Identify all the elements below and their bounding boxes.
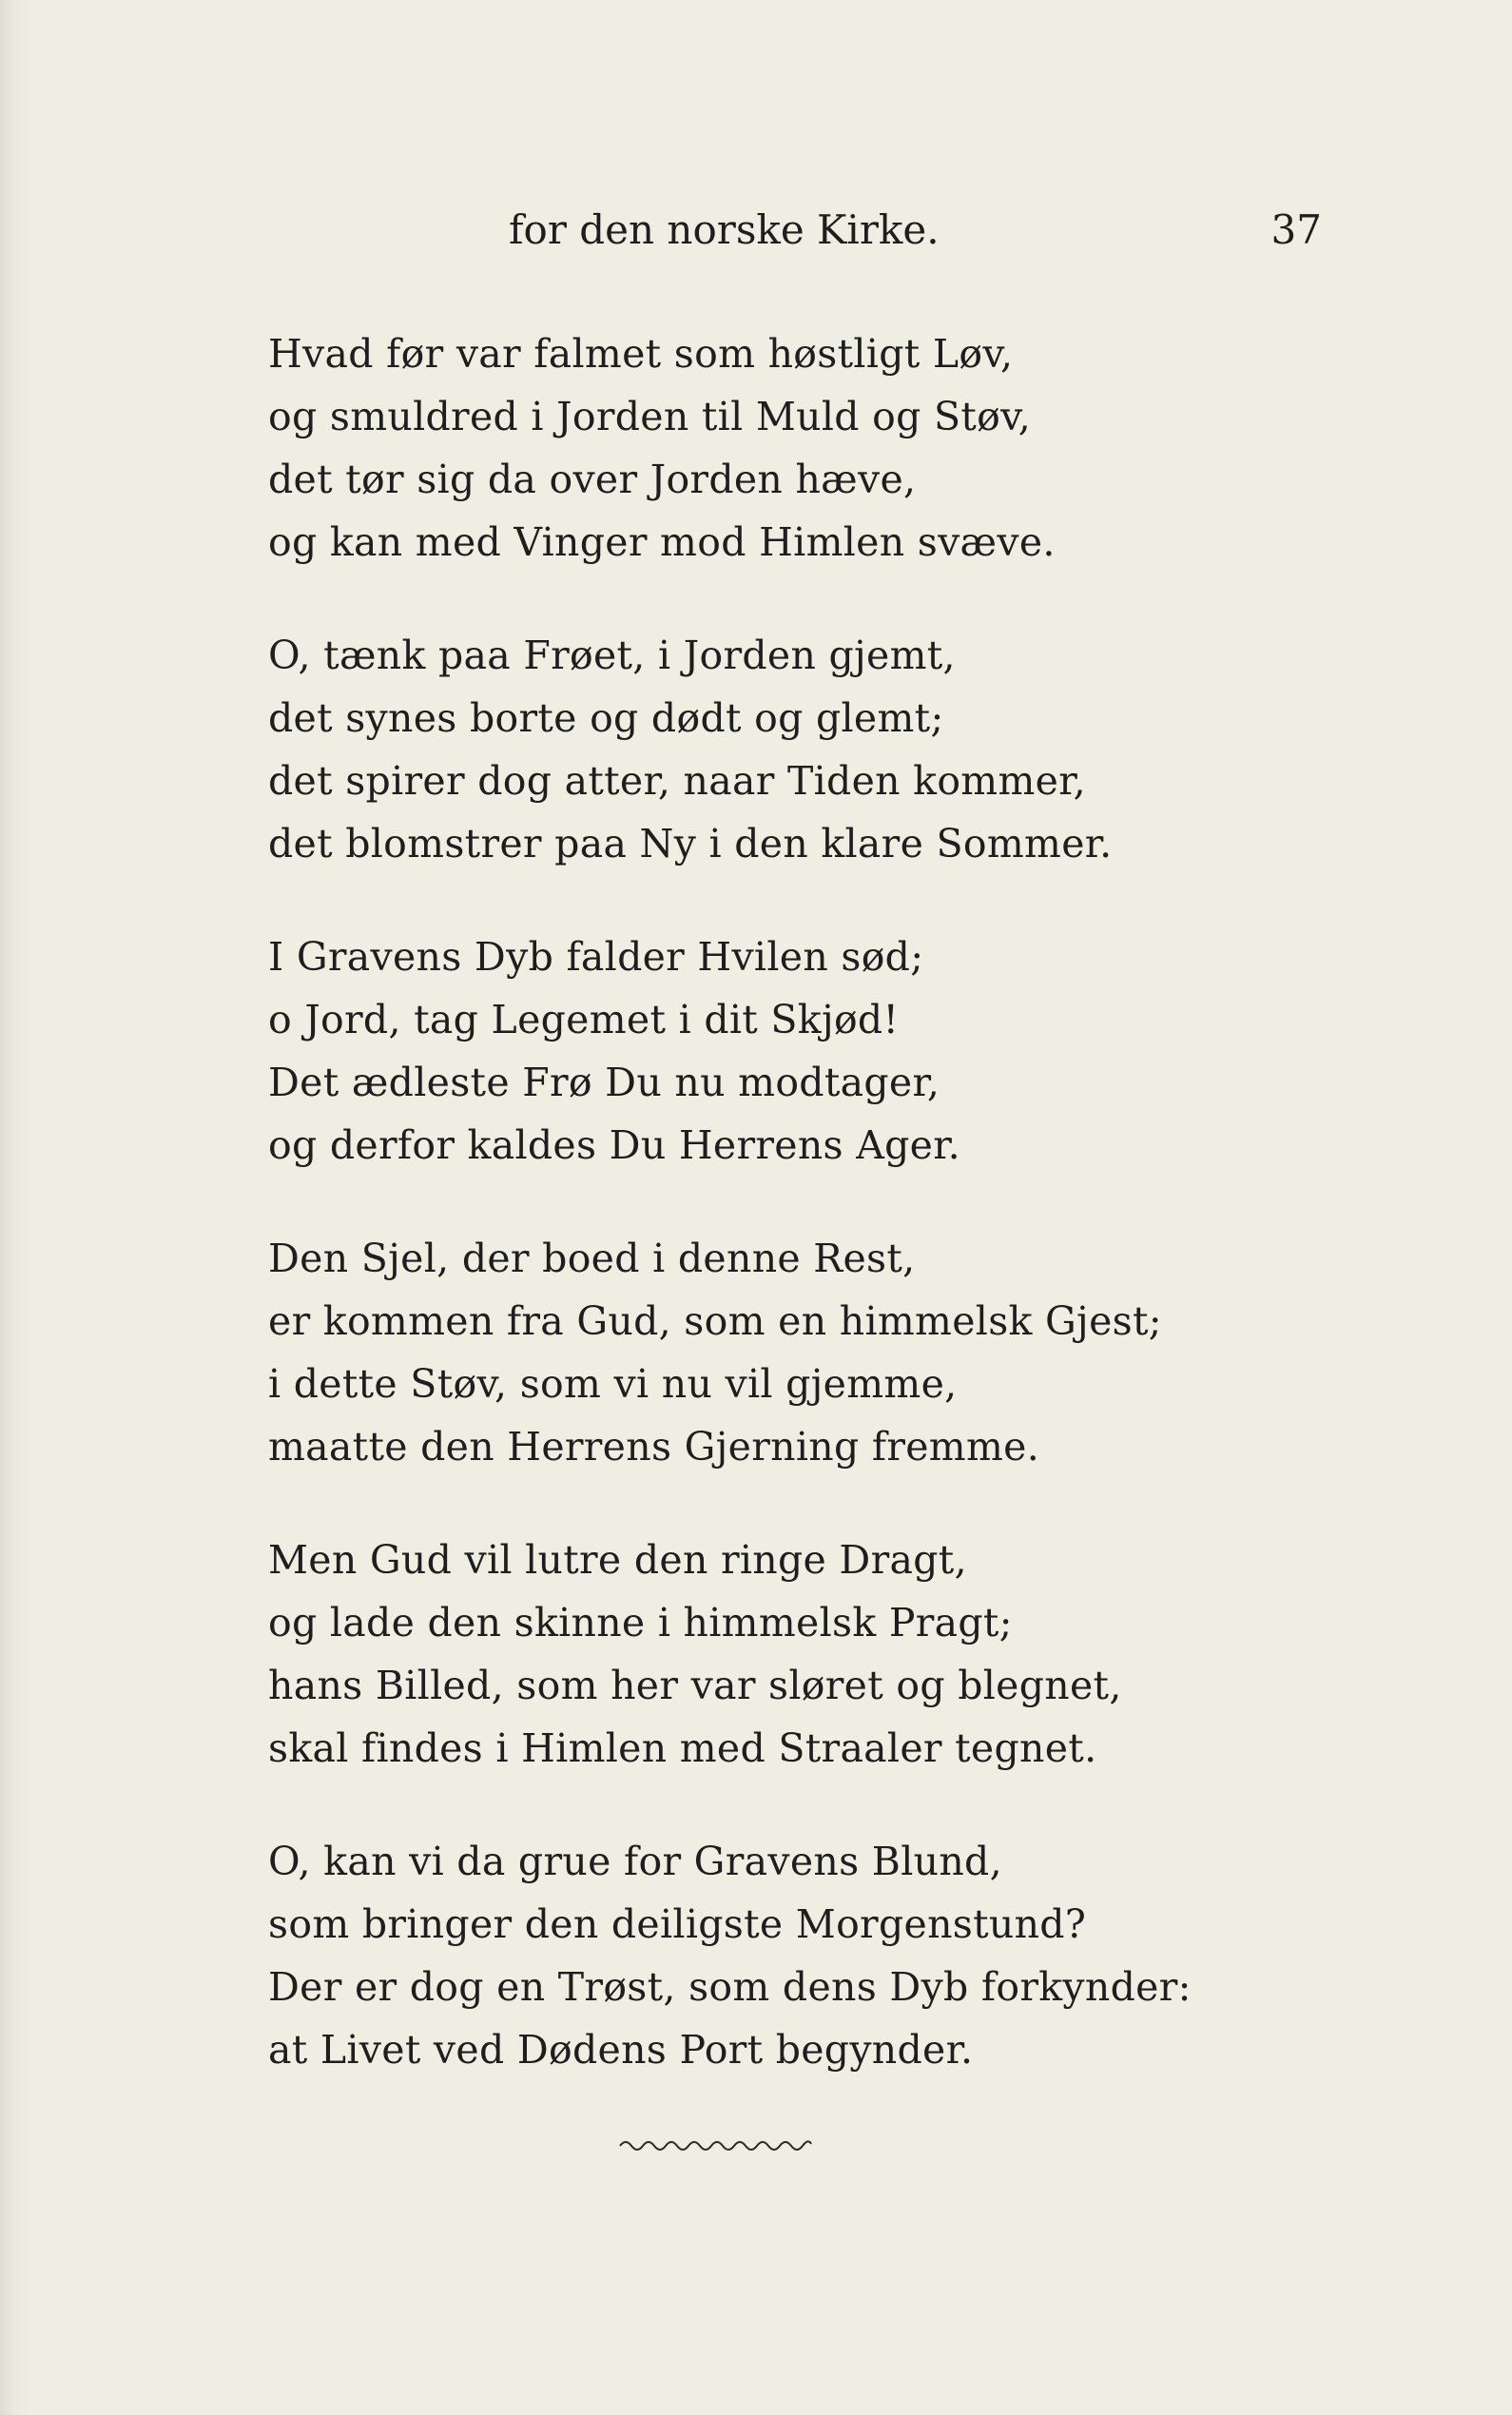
verse-line: Hvad før var falmet som høstligt Løv, — [268, 331, 1014, 377]
page-header — [509, 202, 1322, 259]
page-number: 37 — [1270, 206, 1322, 253]
verse-line: Den Sjel, der boed i denne Rest, — [268, 1236, 916, 1281]
verse-line: og lade den skinne i himmelsk Pragt; — [268, 1600, 1013, 1646]
verse-line: som bringer den deiligste Morgenstund? — [268, 1901, 1087, 1947]
verse-line: O, tænk paa Frøet, i Jorden gjemt, — [268, 633, 956, 678]
stanza-1 — [268, 322, 1343, 574]
verse-line: O, kan vi da grue for Gravens Blund, — [268, 1839, 1002, 1884]
verse-line: I Gravens Dyb falder Hvilen sød; — [268, 934, 924, 980]
verse-line: o Jord, tag Legemet i dit Skjød! — [268, 997, 900, 1042]
stanza-2 — [268, 624, 1343, 875]
verse-line: Der er dog en Trøst, som dens Dyb forkynder: — [268, 1964, 1192, 2010]
verse-line: i dette Støv, som vi nu vil gjemme, — [268, 1361, 958, 1407]
verse-line: og derfor kaldes Du Herrens Ager. — [268, 1122, 960, 1168]
running-title: for den norske Kirke. — [509, 206, 940, 253]
poem — [268, 322, 1343, 2132]
verse-line: det tør sig da over Jorden hæve, — [268, 457, 917, 502]
verse-line: det blomstrer paa Ny i den klare Sommer. — [268, 821, 1113, 867]
verse-line: og kan med Vinger mod Himlen svæve. — [268, 519, 1056, 565]
verse-line: skal findes i Himlen med Straaler tegnet. — [268, 1725, 1097, 1771]
verse-line: det synes borte og dødt og glemt; — [268, 695, 944, 741]
verse-line: maatte den Herrens Gjerning fremme. — [268, 1424, 1040, 1470]
verse-line: det spirer dog atter, naar Tiden kommer, — [268, 758, 1086, 804]
verse-line: at Livet ved Dødens Port begynder. — [268, 2027, 974, 2073]
stanza-3 — [268, 925, 1343, 1177]
verse-line: og smuldred i Jorden til Muld og Støv, — [268, 394, 1032, 439]
stanza-4 — [268, 1227, 1343, 1478]
wavy-line-ornament — [618, 2134, 813, 2153]
stanza-5 — [268, 1529, 1343, 1780]
verse-line: er kommen fra Gud, som en himmelsk Gjest; — [268, 1298, 1162, 1344]
stanza-6 — [268, 1830, 1343, 2081]
verse-line: Det ædleste Frø Du nu modtager, — [268, 1060, 940, 1105]
verse-line: Men Gud vil lutre den ringe Dragt, — [268, 1537, 967, 1583]
verse-line: hans Billed, som her var sløret og blegnet, — [268, 1663, 1122, 1708]
